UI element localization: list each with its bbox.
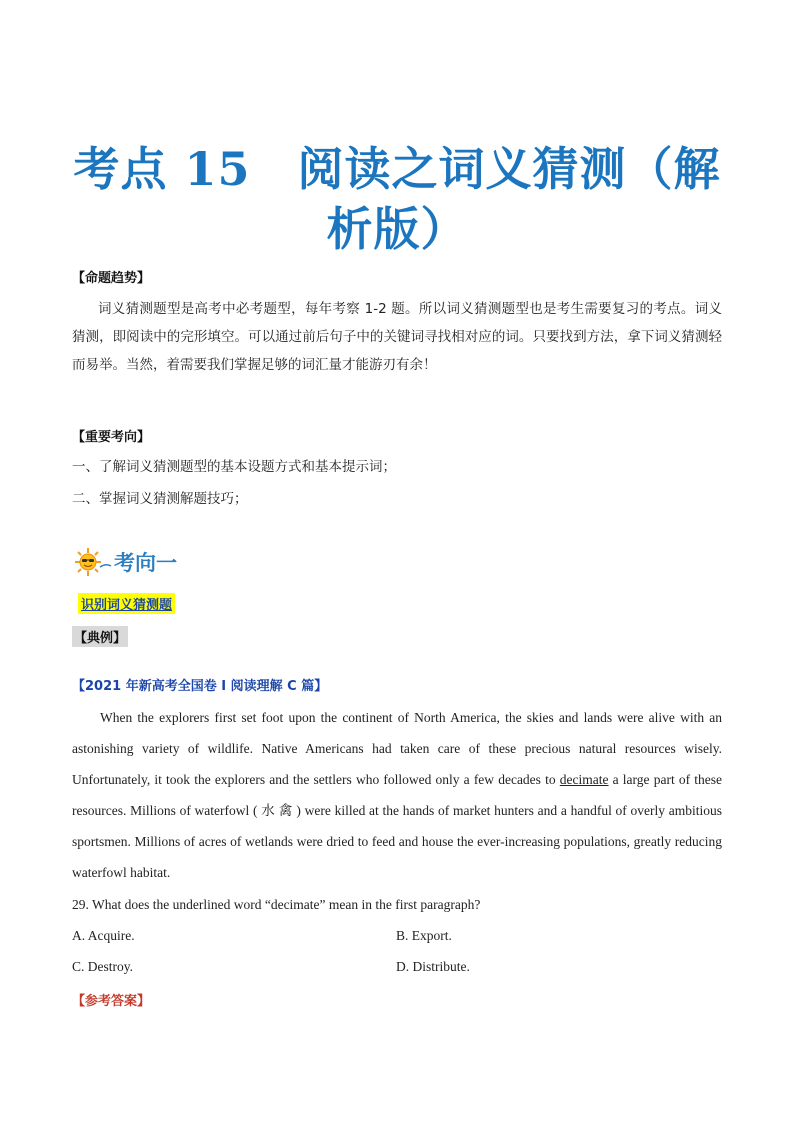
underlined-word: decimate [559,772,609,787]
page-title-line-1: 考点 15 阅读之词义猜测（解 [73,142,721,196]
source-label: 【2021 年新高考全国卷 I 阅读理解 C 篇】 [72,679,328,694]
option-a: A. Acquire. [72,928,135,943]
trend-paragraph: 词义猜测题型是高考中必考题型，每年考察 1-2 题。所以词义猜测题型也是考生需要复习的考点。词义猜测，即阅读中的完形填空。可以通过前后句子中的关键词寻找相对应的词。只要找到方法，拿下词义猜测轻而易举。当然，着需要我们掌握足够的词汇量才能游刃有余！ [72,301,722,373]
direction-tag: 【重要考向】 [72,430,151,445]
passage-text-after: a large part of these resources. Millions of waterfowl ( 水 禽 ) were killed at the hands of market hunters and a handful of overly ambitious sportsmen. Millions of acres of wetlands were dried to feed and house the ever-increasing populations, greatly reducing waterfowl habitat. [72,772,722,880]
direction-item-2: 二、掌握词义猜测解题技巧； [72,491,248,507]
answer-tag: 【参考答案】 [72,994,151,1009]
trend-tag: 【命题趋势】 [72,271,151,286]
page-title-line-2: 析版） [326,202,468,256]
question-text: 29. What does the underlined word “decimate” mean in the first paragraph? [72,897,481,912]
example-tag: 【典例】 [72,626,128,647]
option-d: D. Distribute. [396,959,470,974]
option-b: B. Export. [396,928,452,943]
section-heading-text: 考向一 [114,551,177,575]
sun-icon [72,547,112,577]
option-c: C. Destroy. [72,959,133,974]
reading-passage [72,702,722,888]
highlight-label: 识别词义猜测题 [78,593,175,614]
direction-item-1: 一、了解词义猜测题型的基本设题方式和基本提示词； [72,459,396,475]
section-heading [72,545,177,579]
passage-text-before: When the explorers first set foot upon the continent of North America, the skies and lands were alive with an astonishing variety of wildlife. Native Americans had taken care of these precious natural resources wisely. Unfortunately, it took the explorers and the settlers who followed only a few decades to [72,710,722,787]
